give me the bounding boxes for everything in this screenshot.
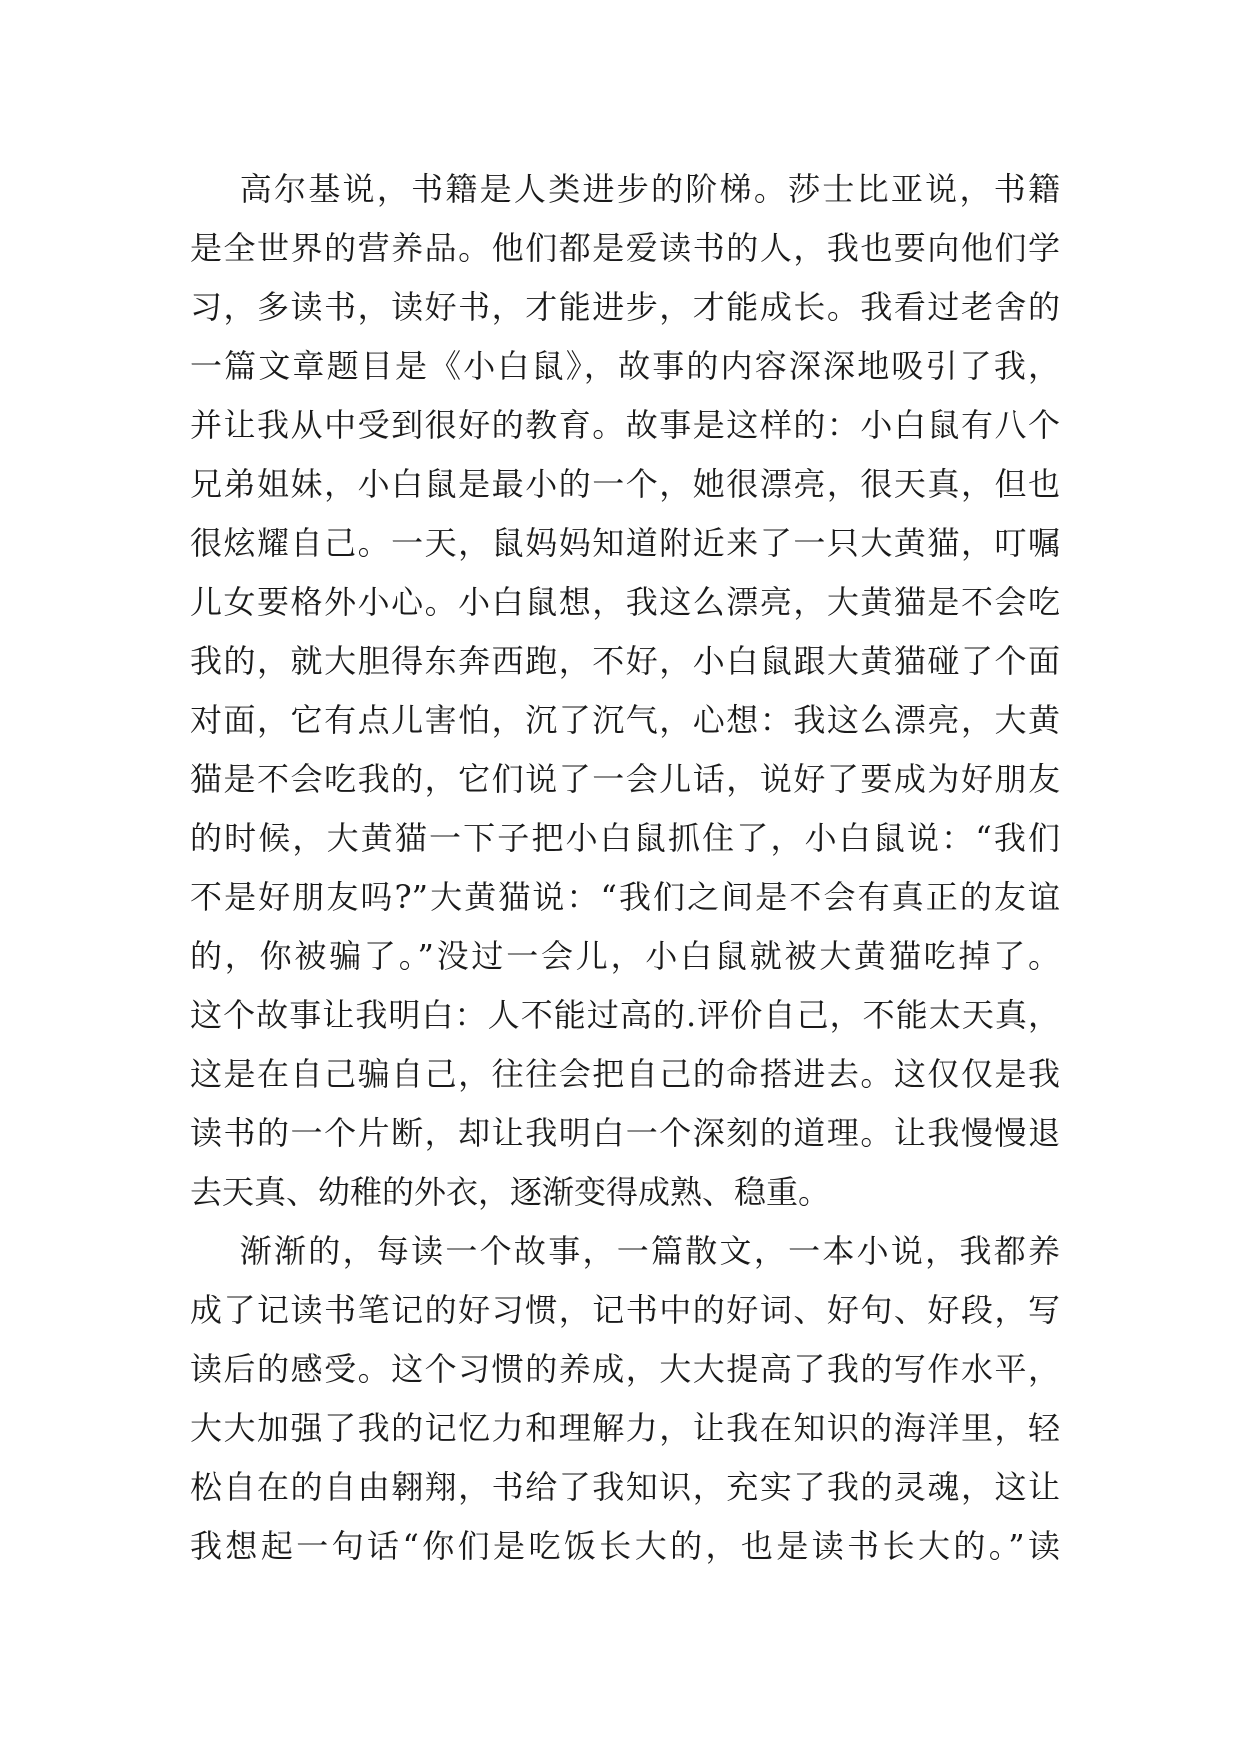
text-line: 去天真、幼稚的外衣，逐渐变得成熟、稳重。 (190, 1173, 831, 1211)
text-line: 我想起一句话“你们是吃饭长大的，也是读书长大的。”读 (190, 1527, 1060, 1565)
text-line: 大大加强了我的记忆力和理解力，让我在知识的海洋里，轻 (190, 1409, 1060, 1447)
text-line: 的时候，大黄猫一下子把小白鼠抓住了，小白鼠说：“我们 (190, 819, 1060, 857)
text-line: 松自在的自由翱翔，书给了我知识，充实了我的灵魂，这让 (190, 1468, 1060, 1506)
text-line: 是全世界的营养品。他们都是爱读书的人，我也要向他们学 (190, 229, 1060, 267)
text-line: 读书的一个片断，却让我明白一个深刻的道理。让我慢慢退 (190, 1114, 1060, 1152)
text-line: 不是好朋友吗?”大黄猫说：“我们之间是不会有真正的友谊 (190, 878, 1060, 916)
text-line: 很炫耀自己。一天，鼠妈妈知道附近来了一只大黄猫，叮嘱 (190, 524, 1060, 562)
text-line: 渐渐的，每读一个故事，一篇散文，一本小说，我都养 (190, 1232, 1060, 1270)
text-line: 兄弟姐妹，小白鼠是最小的一个，她很漂亮，很天真，但也 (190, 465, 1060, 503)
text-line: 习，多读书，读好书，才能进步，才能成长。我看过老舍的 (190, 288, 1060, 326)
text-line: 并让我从中受到很好的教育。故事是这样的：小白鼠有八个 (190, 406, 1060, 444)
text-line: 猫是不会吃我的，它们说了一会儿话，说好了要成为好朋友 (190, 760, 1060, 798)
text-line: 高尔基说，书籍是人类进步的阶梯。莎士比亚说，书籍 (190, 170, 1060, 208)
paragraph-1 (190, 160, 1060, 1222)
text-line: 这个故事让我明白：人不能过高的.评价自己，不能太天真， (190, 996, 1060, 1034)
text-line: 儿女要格外小心。小白鼠想，我这么漂亮，大黄猫是不会吃 (190, 583, 1060, 621)
text-line: 读后的感受。这个习惯的养成，大大提高了我的写作水平， (190, 1350, 1060, 1388)
paragraph-2 (190, 1222, 1060, 1576)
text-line: 这是在自己骗自己，往往会把自己的命搭进去。这仅仅是我 (190, 1055, 1060, 1093)
text-line: 的，你被骗了。”没过一会儿，小白鼠就被大黄猫吃掉了。 (190, 937, 1060, 975)
text-line: 一篇文章题目是《小白鼠》，故事的内容深深地吸引了我， (190, 347, 1060, 385)
text-line: 对面，它有点儿害怕，沉了沉气，心想：我这么漂亮，大黄 (190, 701, 1060, 739)
document-body (190, 160, 1060, 1576)
text-line: 成了记读书笔记的好习惯，记书中的好词、好句、好段，写 (190, 1291, 1060, 1329)
text-line: 我的，就大胆得东奔西跑，不好，小白鼠跟大黄猫碰了个面 (190, 642, 1060, 680)
